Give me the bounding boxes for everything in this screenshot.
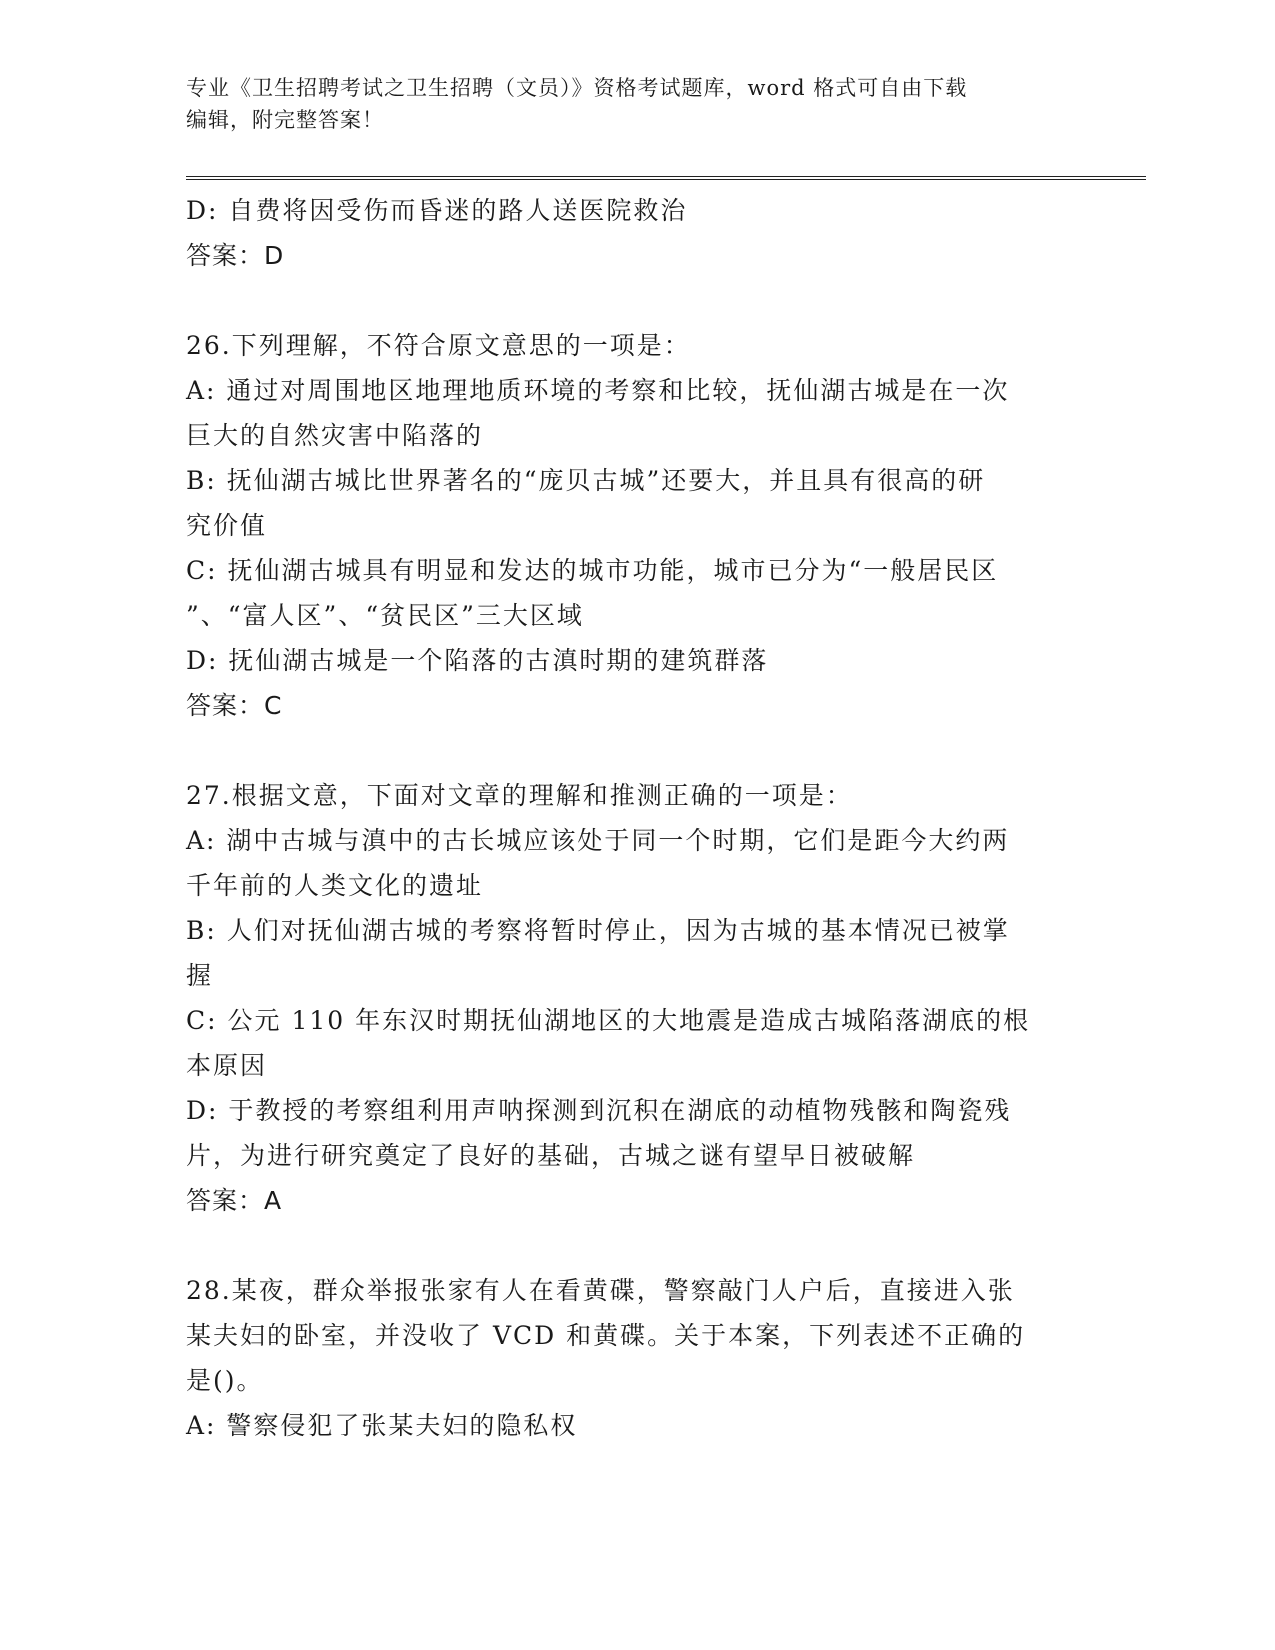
- q26-option-a: A: 通过对周围地区地理地质环境的考察和比较，抚仙湖古城是在一次: [186, 376, 1010, 405]
- q28-option-a: A: 警察侵犯了张某夫妇的隐私权: [186, 1411, 578, 1440]
- q27-option-b-cont: 握: [186, 961, 214, 990]
- q27-answer: 答案：A: [186, 1186, 283, 1215]
- prev-option-d: D: 自费将因受伤而昏迷的路人送医院救治: [186, 196, 688, 225]
- q27-option-c: C: 公元 110 年东汉时期抚仙湖地区的大地震是造成古城陷落湖底的根: [186, 1006, 1031, 1035]
- question-content: [186, 188, 1086, 1448]
- spacer: [186, 278, 1086, 323]
- header-line-2: 编辑，附完整答案！: [186, 108, 384, 132]
- q26-option-c-cont: ”、“富人区”、“贫民区”三大区域: [186, 601, 584, 630]
- q27-option-d: D: 于教授的考察组利用声呐探测到沉积在湖底的动植物残骸和陶瓷残: [186, 1096, 1012, 1125]
- q27-stem: 27.根据文意，下面对文章的理解和推测正确的一项是：: [186, 781, 853, 810]
- q26-option-b-cont: 究价值: [186, 511, 268, 540]
- header-divider: [186, 176, 1146, 180]
- q26-option-b: B: 抚仙湖古城比世界著名的“庞贝古城”还要大，并且具有很高的研: [186, 466, 986, 495]
- q27-option-a: A: 湖中古城与滇中的古长城应该处于同一个时期，它们是距今大约两: [186, 826, 1010, 855]
- header-line-1: 专业《卫生招聘考试之卫生招聘（文员）》资格考试题库，word 格式可自由下载: [186, 76, 968, 100]
- q28-stem-cont: 某夫妇的卧室，并没收了 VCD 和黄碟。关于本案，下列表述不正确的: [186, 1321, 1026, 1350]
- q26-option-d: D: 抚仙湖古城是一个陷落的古滇时期的建筑群落: [186, 646, 769, 675]
- spacer: [186, 1223, 1086, 1268]
- document-header: [186, 72, 1066, 136]
- q26-answer: 答案：C: [186, 691, 283, 720]
- q27-option-a-cont: 千年前的人类文化的遗址: [186, 871, 484, 900]
- q27-option-d-cont: 片，为进行研究奠定了良好的基础，古城之谜有望早日被破解: [186, 1141, 916, 1170]
- q26-stem: 26.下列理解，不符合原文意思的一项是：: [186, 331, 691, 360]
- q26-option-c: C: 抚仙湖古城具有明显和发达的城市功能，城市已分为“一般居民区: [186, 556, 999, 585]
- q28-stem-cont: 是()。: [186, 1366, 264, 1395]
- q27-option-b: B: 人们对抚仙湖古城的考察将暂时停止，因为古城的基本情况已被掌: [186, 916, 1010, 945]
- prev-answer: 答案：D: [186, 241, 285, 270]
- spacer: [186, 728, 1086, 773]
- q27-option-c-cont: 本原因: [186, 1051, 268, 1080]
- q28-stem: 28.某夜，群众举报张家有人在看黄碟，警察敲门人户后，直接进入张: [186, 1276, 1015, 1305]
- q26-option-a-cont: 巨大的自然灾害中陷落的: [186, 421, 484, 450]
